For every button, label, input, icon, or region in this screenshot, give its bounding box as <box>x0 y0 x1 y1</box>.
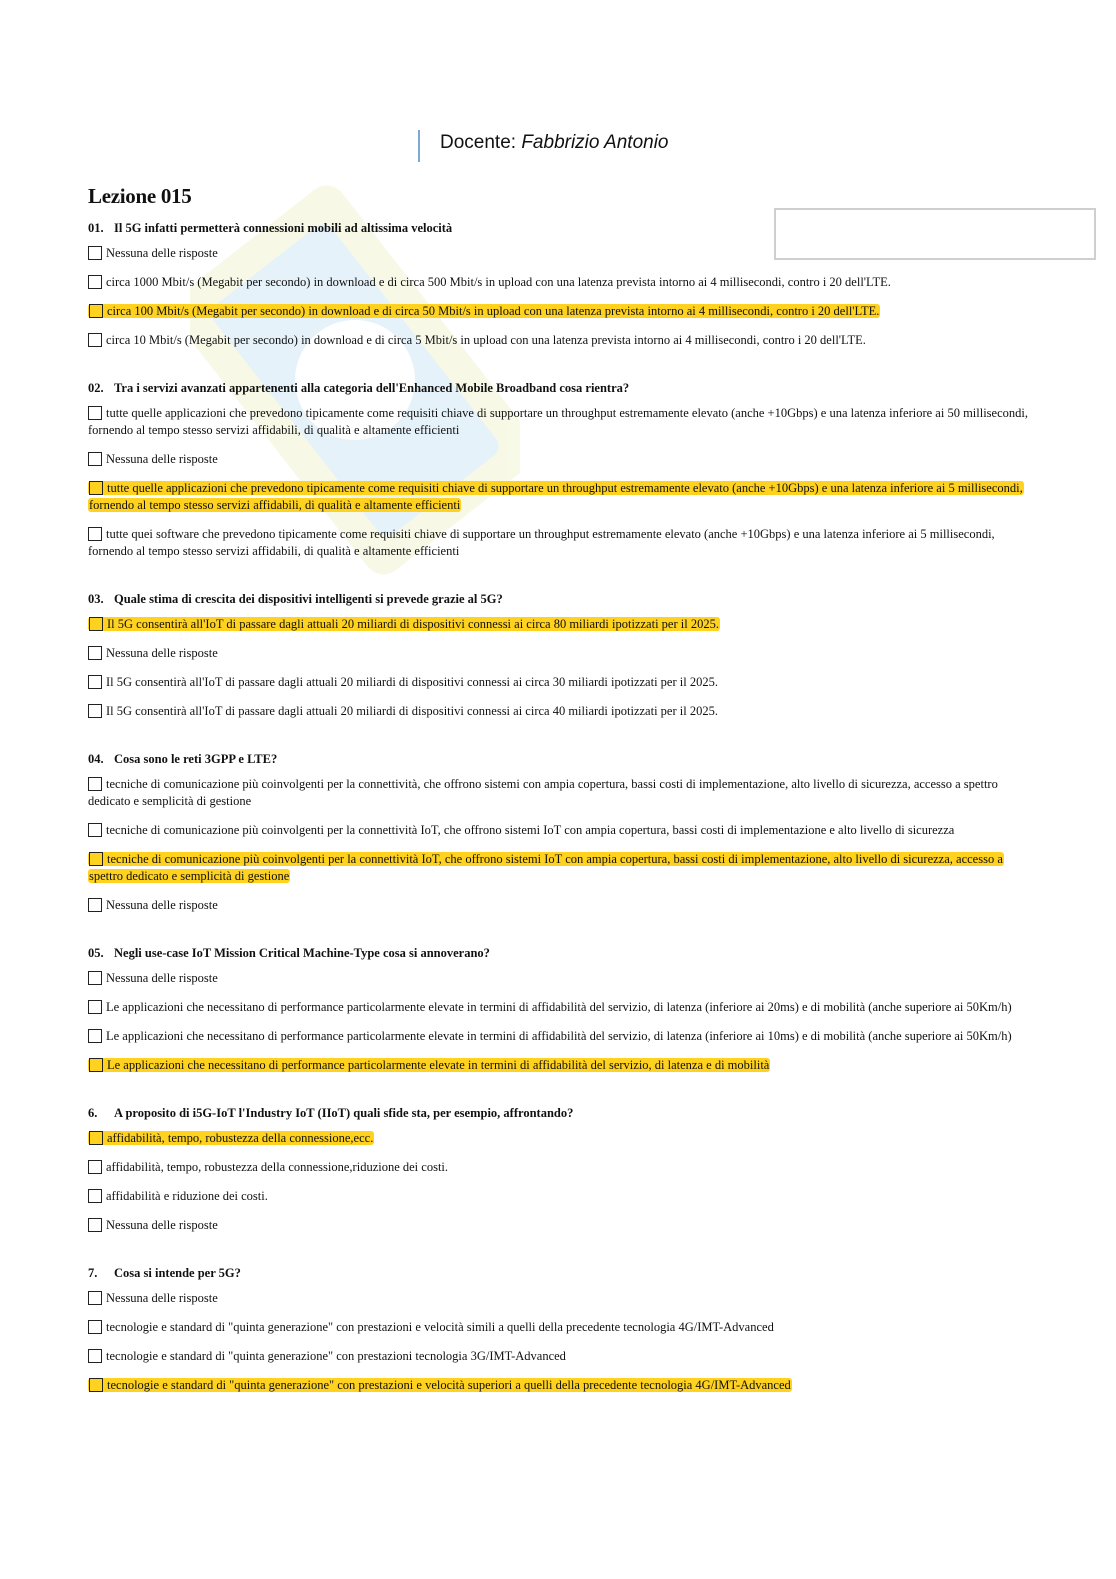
highlighted-answer <box>88 304 880 318</box>
answer-option <box>88 526 1038 560</box>
answer-option <box>88 332 1038 349</box>
question-number: 01. <box>88 221 104 235</box>
question <box>88 1265 1038 1425</box>
answer-option <box>88 245 1038 262</box>
answer-checkbox[interactable] <box>88 898 102 912</box>
answer-text-wrap <box>88 333 866 347</box>
answer-option <box>88 703 1038 720</box>
answer-text: Il 5G consentirà all'IoT di passare dagli attuali 20 miliardi di dispositivi connessi ai circa 40 miliardi ipotizzati per il 2025. <box>106 704 718 718</box>
question <box>88 380 1038 591</box>
answer-checkbox[interactable] <box>88 406 102 420</box>
answer-text: tutte quelle applicazioni che prevedono tipicamente come requisiti chiave di supportare un throughput estremamente elevato (anche +10Gbps) e una latenza inferiore ai 50 millisecondi, fornendo al tempo stesso servizi affidabili, di qualità e altamente efficienti <box>88 406 1028 437</box>
answer-text-wrap <box>88 971 218 985</box>
answer-checkbox[interactable] <box>88 1349 102 1363</box>
answer-text: tecnologie e standard di "quinta generazione" con prestazioni e velocità simili a quelli della precedente tecnologia 4G/IMT-Advanced <box>106 1320 774 1334</box>
answer-text: circa 1000 Mbit/s (Megabit per secondo) in download e di circa 500 Mbit/s in upload con una latenza prevista intorno ai 4 millisecondi, contro i 20 dell'LTE. <box>106 275 891 289</box>
answer-option <box>88 822 1038 839</box>
answer-option <box>88 1057 1038 1074</box>
answer-option <box>88 1217 1038 1234</box>
answer-option <box>88 616 1038 633</box>
highlighted-answer <box>88 481 1024 512</box>
answer-text: Nessuna delle risposte <box>106 452 218 466</box>
answer-checkbox[interactable] <box>88 971 102 985</box>
question-number: 7. <box>88 1266 98 1280</box>
answer-text-wrap <box>88 1320 774 1334</box>
answer-text-wrap <box>88 275 891 289</box>
answer-text-wrap <box>88 704 718 718</box>
answer-checkbox[interactable] <box>88 1320 102 1334</box>
answer-text: circa 100 Mbit/s (Megabit per secondo) in download e di circa 50 Mbit/s in upload con una latenza prevista intorno ai 4 millisecondi, contro i 20 dell'LTE. <box>107 304 880 318</box>
question-spacer <box>88 1246 1038 1265</box>
question-title <box>88 1265 1038 1281</box>
question-text: Tra i servizi avanzati appartenenti alla categoria dell'Enhanced Mobile Broadband cosa rientra? <box>114 381 630 395</box>
answer-text-wrap <box>88 406 1028 437</box>
answer-text: Nessuna delle risposte <box>106 971 218 985</box>
answer-text-wrap <box>88 898 218 912</box>
answer-text: circa 10 Mbit/s (Megabit per secondo) in download e di circa 5 Mbit/s in upload con una latenza prevista intorno ai 4 millisecondi, contro i 20 dell'LTE. <box>106 333 866 347</box>
answer-checkbox[interactable] <box>88 646 102 660</box>
answer-option <box>88 674 1038 691</box>
answer-text: tutte quelle applicazioni che prevedono tipicamente come requisiti chiave di supportare un throughput estremamente elevato (anche +10Gbps) e una latenza inferiore ai 5 millisecondi, fornendo al tempo stesso servizi affidabili, di qualità e altamente efficienti <box>89 481 1023 512</box>
page-header <box>418 130 669 162</box>
question <box>88 945 1038 1105</box>
answer-text: tutte quei software che prevedono tipicamente come requisiti chiave di supportare un throughput estremamente elevato (anche +10Gbps) e una latenza inferiore ai 5 millisecondi, fornendo al tempo stesso servizi affidabili, di qualità e altamente efficienti <box>88 527 995 558</box>
answer-text: tecnologie e standard di "quinta generazione" con prestazioni e velocità superiori a quelli della precedente tecnologia 4G/IMT-Advanced <box>107 1378 791 1392</box>
answer-checkbox[interactable] <box>89 1378 103 1392</box>
header-label: Docente: <box>440 132 522 153</box>
question-text: Cosa si intende per 5G? <box>114 1266 241 1280</box>
answer-text: tecniche di comunicazione più coinvolgenti per la connettività IoT, che offrono sistemi IoT con ampia copertura, bassi costi di implementazione e alto livello di sicurezza <box>106 823 955 837</box>
question-number: 02. <box>88 381 104 395</box>
question-text: Cosa sono le reti 3GPP e LTE? <box>114 752 278 766</box>
answer-text: affidabilità, tempo, robustezza della connessione,riduzione dei costi. <box>106 1160 449 1174</box>
answer-text: tecniche di comunicazione più coinvolgenti per la connettività IoT, che offrono sistemi IoT con ampia copertura, bassi costi di implementazione, alto livello di sicurezza, accesso a spettro dedicato e semplicità di gestione <box>89 852 1003 883</box>
answer-option <box>88 1319 1038 1336</box>
highlighted-answer <box>88 852 1004 883</box>
answer-text: Nessuna delle risposte <box>106 898 218 912</box>
answer-text-wrap <box>88 246 218 260</box>
answer-checkbox[interactable] <box>88 275 102 289</box>
answer-checkbox[interactable] <box>89 617 103 631</box>
answer-checkbox[interactable] <box>89 1058 103 1072</box>
answer-option <box>88 645 1038 662</box>
answer-text-wrap <box>88 1160 448 1174</box>
question-spacer <box>88 732 1038 751</box>
answer-text: Il 5G consentirà all'IoT di passare dagli attuali 20 miliardi di dispositivi connessi ai circa 30 miliardi ipotizzati per il 2025. <box>106 675 718 689</box>
answer-option <box>88 480 1038 514</box>
answer-text-wrap <box>88 1029 1012 1043</box>
answer-text: tecnologie e standard di "quinta generazione" con prestazioni tecnologia 3G/IMT-Advanced <box>106 1349 566 1363</box>
answer-option <box>88 1290 1038 1307</box>
answer-option <box>88 1188 1038 1205</box>
header-teacher-name: Fabbrizio Antonio <box>521 132 669 153</box>
answer-option <box>88 1159 1038 1176</box>
answer-text: Nessuna delle risposte <box>106 646 218 660</box>
question-title <box>88 591 1038 607</box>
answer-option <box>88 1377 1038 1394</box>
question-text: Quale stima di crescita dei dispositivi intelligenti si prevede grazie al 5G? <box>114 592 503 606</box>
question <box>88 751 1038 945</box>
question-title <box>88 1105 1038 1121</box>
question <box>88 591 1038 751</box>
answer-checkbox[interactable] <box>88 1160 102 1174</box>
answer-text: affidabilità, tempo, robustezza della connessione,ecc. <box>107 1131 374 1145</box>
question-spacer <box>88 1406 1038 1425</box>
answer-checkbox[interactable] <box>88 452 102 466</box>
question-text: Negli use-case IoT Mission Critical Machine-Type cosa si annoverano? <box>114 946 490 960</box>
answer-text-wrap <box>88 777 998 808</box>
answer-option <box>88 1348 1038 1365</box>
question <box>88 220 1038 380</box>
answer-checkbox[interactable] <box>89 1131 103 1145</box>
answer-text-wrap <box>88 1349 566 1363</box>
answer-text: Nessuna delle risposte <box>106 1291 218 1305</box>
answer-text: Le applicazioni che necessitano di performance particolarmente elevate in termini di affidabilità del servizio, di latenza e di mobilità <box>107 1058 770 1072</box>
questions-list <box>88 220 1038 1425</box>
answer-checkbox[interactable] <box>89 852 103 866</box>
answer-checkbox[interactable] <box>88 1029 102 1043</box>
answer-text: Le applicazioni che necessitano di performance particolarmente elevate in termini di affidabilità del servizio, di latenza (inferiore ai 10ms) e di mobilità (anche superiore ai 50Km/h) <box>106 1029 1012 1043</box>
answer-option <box>88 303 1038 320</box>
answer-text-wrap <box>88 1000 1012 1014</box>
answer-option <box>88 405 1038 439</box>
answer-text-wrap <box>88 527 995 558</box>
question-title <box>88 380 1038 396</box>
page-title: Lezione 015 <box>88 184 192 208</box>
answer-text: Il 5G consentirà all'IoT di passare dagli attuali 20 miliardi di dispositivi connessi ai circa 80 miliardi ipotizzati per il 2025. <box>107 617 719 631</box>
answer-text: tecniche di comunicazione più coinvolgenti per la connettività, che offrono sistemi con ampia copertura, bassi costi di implementazione, alto livello di sicurezza, accesso a spettro dedicato e semplicità di gestione <box>88 777 998 808</box>
answer-option <box>88 776 1038 810</box>
answer-text-wrap <box>88 452 218 466</box>
question <box>88 1105 1038 1265</box>
question-spacer <box>88 926 1038 945</box>
answer-text-wrap <box>88 1189 268 1203</box>
answer-checkbox[interactable] <box>88 1189 102 1203</box>
question-number: 05. <box>88 946 104 960</box>
highlighted-answer <box>88 1378 792 1392</box>
answer-text: Le applicazioni che necessitano di performance particolarmente elevate in termini di affidabilità del servizio, di latenza (inferiore ai 20ms) e di mobilità (anche superiore ai 50Km/h) <box>106 1000 1012 1014</box>
answer-checkbox[interactable] <box>88 1218 102 1232</box>
answer-checkbox[interactable] <box>88 777 102 791</box>
answer-text-wrap <box>88 1291 218 1305</box>
question-title <box>88 945 1038 961</box>
answer-option <box>88 999 1038 1016</box>
question-spacer <box>88 361 1038 380</box>
question-number: 6. <box>88 1106 98 1120</box>
answer-option <box>88 851 1038 885</box>
answer-option <box>88 274 1038 291</box>
answer-checkbox[interactable] <box>88 823 102 837</box>
question-title <box>88 751 1038 767</box>
question-title <box>88 220 1038 236</box>
answer-text-wrap <box>88 1218 218 1232</box>
answer-option <box>88 970 1038 987</box>
answer-text-wrap <box>88 646 218 660</box>
answer-checkbox[interactable] <box>88 1291 102 1305</box>
answer-text: Nessuna delle risposte <box>106 1218 218 1232</box>
answer-checkbox[interactable] <box>89 481 103 495</box>
highlighted-answer <box>88 1131 374 1145</box>
answer-checkbox[interactable] <box>88 704 102 718</box>
answer-text-wrap <box>88 675 718 689</box>
answer-text-wrap <box>88 823 954 837</box>
answer-text: Nessuna delle risposte <box>106 246 218 260</box>
answer-option <box>88 451 1038 468</box>
answer-text: affidabilità e riduzione dei costi. <box>106 1189 268 1203</box>
answer-checkbox[interactable] <box>89 304 103 318</box>
question-text: Il 5G infatti permetterà connessioni mobili ad altissima velocità <box>114 221 453 235</box>
question-spacer <box>88 1086 1038 1105</box>
answer-checkbox[interactable] <box>88 333 102 347</box>
question-spacer <box>88 572 1038 591</box>
answer-checkbox[interactable] <box>88 675 102 689</box>
answer-option <box>88 1130 1038 1147</box>
answer-checkbox[interactable] <box>88 1000 102 1014</box>
question-number: 03. <box>88 592 104 606</box>
highlighted-answer <box>88 1058 770 1072</box>
answer-checkbox[interactable] <box>88 246 102 260</box>
answer-option <box>88 1028 1038 1045</box>
highlighted-answer <box>88 617 720 631</box>
answer-option <box>88 897 1038 914</box>
question-text: A proposito di i5G-IoT l'Industry IoT (IIoT) quali sfide sta, per esempio, affrontando? <box>114 1106 574 1120</box>
question-number: 04. <box>88 752 104 766</box>
answer-checkbox[interactable] <box>88 527 102 541</box>
